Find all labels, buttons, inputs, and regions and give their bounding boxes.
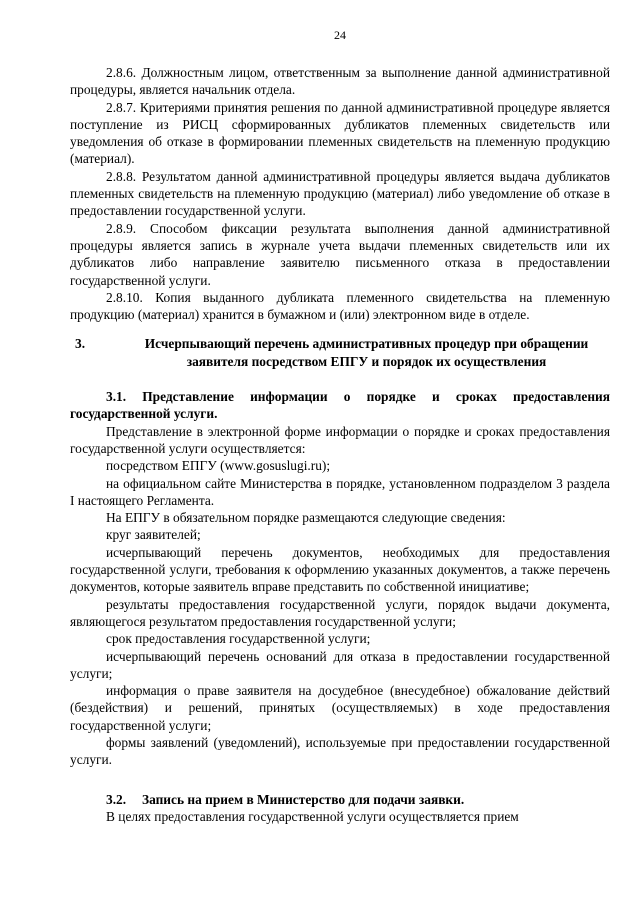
paragraph-3-1-appeal: информация о праве заявителя на досудебное (внесудебное) обжалование действий (бездействия) и решений, принятых (осуществляемых) в ходе предоставления государственной услуги; <box>70 683 610 733</box>
document-page <box>70 28 610 825</box>
subsection-3-2-heading <box>70 791 610 808</box>
paragraph-3-2-intro: В целях предоставления государственной услуги осуществляется прием <box>106 808 519 824</box>
paragraph-2-8-9: 2.8.9. Способом фиксации результата выполнения данной административной процедуры является запись в журнале учета выдачи племенных свидетельств или их дубликатов либо направление заявителю письменного отказа в предоставлении государственной услуги. <box>70 220 610 288</box>
paragraph-2-8-10: 2.8.10. Копия выданного дубликата племенного свидетельства на племенную продукцию (материал) хранится в бумажном и (или) электронном виде в отделе. <box>70 289 610 323</box>
paragraph-3-1-epgu: посредством ЕПГУ (www.gosuslugi.ru); <box>106 458 331 474</box>
paragraph-2-8-7: 2.8.7. Критериями принятия решения по данной административной процедуре является поступление из РИСЦ сформированных дубликатов племенных свидетельств или уведомления об отказе в формировании племенных свидетельств на племенную продукцию (материал). <box>70 99 610 167</box>
paragraph-2-8-6: 2.8.6. Должностным лицом, ответственным за выполнение данной административной процедуры, является начальник отдела. <box>70 65 610 98</box>
paragraph-3-1-forms: формы заявлений (уведомлений), используемые при предоставлении государственной услуги. <box>70 734 610 768</box>
paragraph-3-1-refusal: исчерпывающий перечень оснований для отказа в предоставлении государственной услуги; <box>70 648 610 681</box>
paragraph-3-1-site: на официальном сайте Министерства в порядке, установленном подразделом 3 раздела I настоящего Регламента. <box>70 475 610 508</box>
page-number: 24 <box>334 28 346 42</box>
section-3-heading <box>70 335 610 370</box>
paragraph-3-1-applicants: круг заявителей; <box>106 527 201 543</box>
subsection-3-1-heading: 3.1. Представление информации о порядке и сроках предоставления государственной услуги. <box>70 389 610 422</box>
subsection-3-2-title: Запись на прием в Министерство для подачи заявки. <box>142 791 465 807</box>
paragraph-2-8-8: 2.8.8. Результатом данной административной процедуры является выдача дубликатов племенных свидетельств на племенную продукцию (материал) либо уведомление об отказе в предоставлении государственной услуги. <box>70 168 610 219</box>
paragraph-3-1-documents: исчерпывающий перечень документов, необходимых для предоставления государственной услуги, требования к оформлению указанных документов, а также перечень документов, которые заявитель вправе представить по собственной инициативе; <box>70 544 610 595</box>
paragraph-3-1-term: срок предоставления государственной услуги; <box>106 631 371 647</box>
subsection-3-2-number: 3.2. <box>106 791 127 807</box>
paragraph-3-1-results: результаты предоставления государственной услуги, порядок выдачи документа, являющегося результатом предоставления государственной услуги; <box>70 596 610 629</box>
section-3-title: Исчерпывающий перечень административных процедур при обращении заявителя посредством ЕПГУ и порядок их осуществления <box>144 336 589 369</box>
paragraph-3-1-info-list: На ЕПГУ в обязательном порядке размещаются следующие сведения: <box>106 510 506 526</box>
paragraph-3-1-intro: Представление в электронной форме информации о порядке и сроках предоставления государственной услуги осуществляется: <box>70 423 610 456</box>
section-3-number: 3. <box>75 336 86 352</box>
